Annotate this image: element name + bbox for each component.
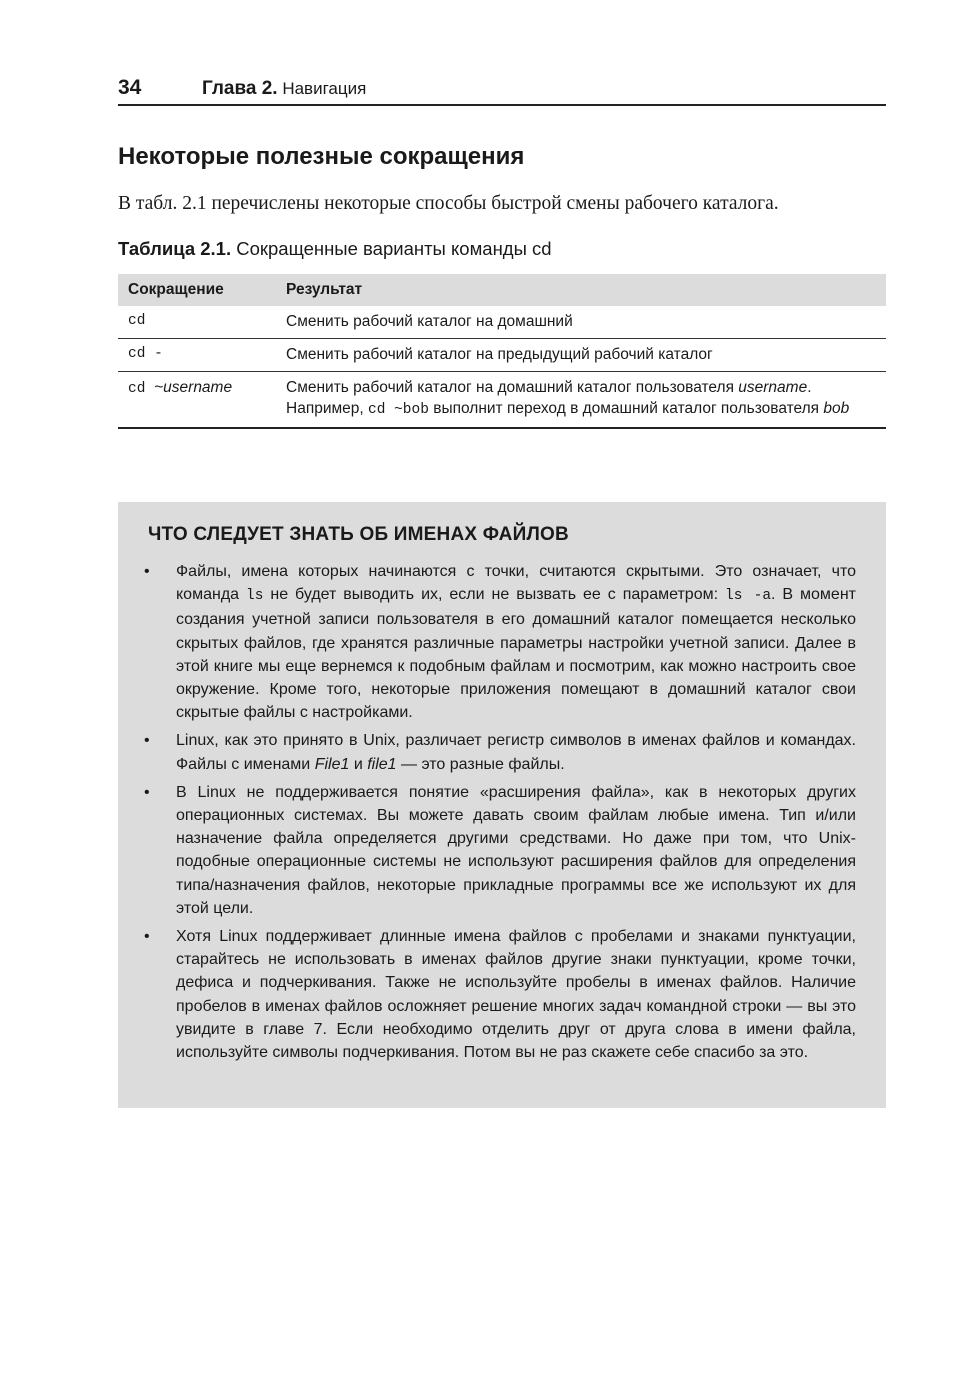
row-command — [118, 372, 276, 429]
item-text: и — [349, 755, 368, 773]
bullet-icon: • — [144, 732, 150, 750]
table-row — [118, 306, 886, 339]
result-italic: username — [738, 379, 808, 396]
command-arg: ~username — [154, 379, 233, 396]
row-command: cd - — [118, 339, 276, 372]
header-shortcut: Сокращение — [118, 274, 276, 306]
section-title: Некоторые полезные сокращения — [118, 143, 525, 170]
item-text: В Linux не поддерживается понятие «расширения файла», как в некоторых других операционных системах. Вы можете давать своим файлам любые имена. Тип и/или назначение файла определяется другими средствами. Но даже при том, что Unix-подобные операционные системы не используют расширения файлов для определения типа/назначения файлов, некоторые прикладные программы все же используют их для этой цели. — [176, 783, 856, 917]
list-item — [144, 729, 856, 775]
item-text: Файлы, имена которых начинаются с точки, считаются скрытыми. Это означает, что команда — [176, 563, 856, 604]
item-text: — это разные файлы. — [396, 755, 565, 773]
item-text: . В момент создания учетной записи пользователя в его домашний каталог помещается несколько скрытых файлов, где хранятся различные параметры настройки учетной записи. Далее в этой книге мы еще вернемся к подобным файлам и посмотрим, как можно настроить свое окружение. Кроме того, некоторые приложения помещают в домашний каталог свои скрытые файлы с настройками. — [176, 586, 856, 722]
row-command: cd — [118, 306, 276, 339]
item-text: Linux, как это принято в Unix, различает регистр символов в именах файлов и командах. Файлы с именами — [176, 732, 856, 773]
bullet-icon: • — [144, 563, 150, 580]
page-header — [118, 70, 886, 106]
result-text: выполнит переход в домашний каталог пользователя — [428, 400, 824, 417]
result-text: Сменить рабочий каталог на домашний каталог пользователя — [286, 379, 739, 396]
chapter-title: Навигация — [282, 79, 367, 98]
result-code: cd ~bob — [368, 402, 429, 418]
chapter-label: Глава 2. — [202, 78, 278, 99]
page-number: 34 — [118, 76, 142, 99]
table-caption-label: Таблица 2.1. — [118, 238, 232, 259]
item-code: ls -a — [725, 588, 772, 605]
bullet-icon: • — [144, 783, 150, 801]
intro-paragraph: В табл. 2.1 перечислены некоторые способы быстрой смены рабочего каталога. — [118, 193, 779, 214]
row-result: Сменить рабочий каталог на домашний — [276, 306, 886, 339]
row-result: Сменить рабочий каталог на предыдущий рабочий каталог — [276, 339, 886, 372]
item-code: ls — [246, 588, 264, 605]
running-head — [202, 78, 366, 100]
result-text: . Например, — [286, 379, 812, 417]
table-header-row — [118, 274, 886, 306]
row-result — [276, 372, 886, 429]
table-caption-text: Сокращенные варианты команды cd — [236, 238, 552, 259]
bullet-icon: • — [144, 928, 150, 946]
item-italic: file1 — [367, 755, 397, 773]
result-italic: bob — [823, 400, 850, 417]
item-text: не будет выводить их, если не вызвать ее с параметром: — [263, 586, 725, 604]
item-text: Хотя Linux поддерживает длинные имена файлов с пробелами и знаками пунктуации, старайтесь не использовать в именах файлов другие знаки пунктуации, кроме точки, дефиса и подчеркивания. Также не используйте пробелы в именах файлов. Наличие пробелов в именах файлов осложняет решение многих задач командной строки — вы это увидите в главе 7. Если необходимо отделить друг от друга слова в имени файла, используйте символы подчеркивания. Потом вы не раз скажете себе спасибо за это. — [176, 928, 856, 1062]
sidebar-title: ЧТО СЛЕДУЕТ ЗНАТЬ ОБ ИМЕНАХ ФАЙЛОВ — [148, 524, 569, 545]
item-italic: File1 — [314, 755, 350, 773]
shortcuts-table — [118, 274, 886, 429]
filenames-sidebar — [118, 502, 886, 1108]
list-item — [144, 560, 856, 724]
table-row — [118, 372, 886, 429]
table-caption — [118, 238, 552, 260]
list-item — [144, 925, 856, 1064]
header-result: Результат — [276, 274, 886, 306]
sidebar-bullet-list — [144, 560, 856, 1069]
table-row — [118, 339, 886, 372]
command-mono: cd — [128, 381, 155, 397]
list-item — [144, 781, 856, 920]
